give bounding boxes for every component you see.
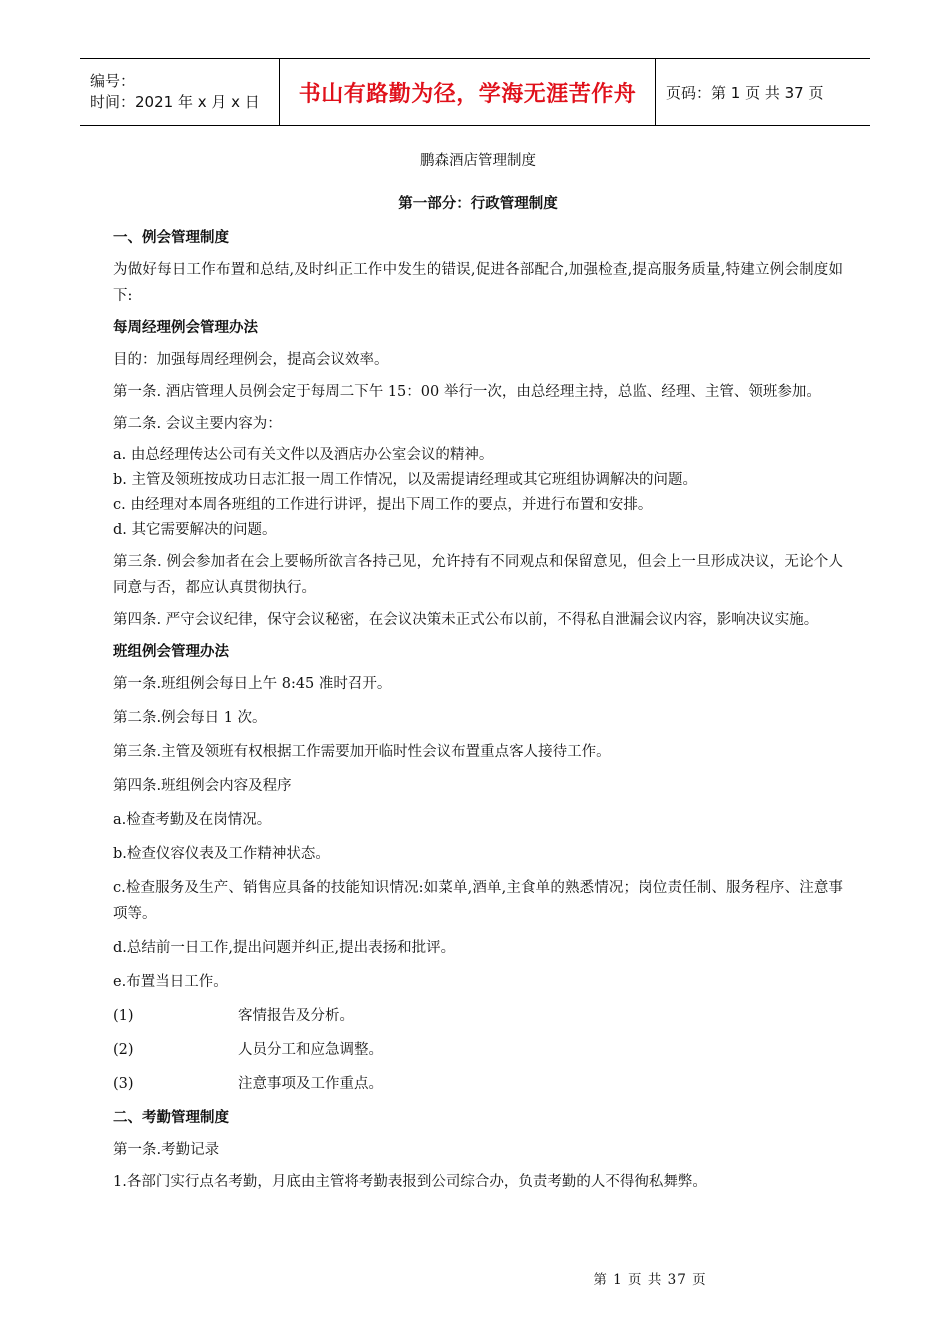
numbered-item [113, 1037, 843, 1063]
item-number: (1) [113, 1008, 134, 1024]
motto: 书山有路勤为径，学海无涯苦作舟 [298, 81, 637, 107]
list-item: d.总结前一日工作,提出问题并纠正,提出表扬和批评。 [113, 940, 456, 956]
article-4: 第四条.班组例会内容及程序 [113, 778, 292, 794]
article-4: 第四条. 严守会议纪律，保守会议秘密，在会议决策未正式公布以前，不得私自泄漏会议内容，影响决议实施。 [113, 612, 819, 628]
list-item: b.检查仪容仪表及工作精神状态。 [113, 846, 330, 862]
item-text: 客情报告及分析。 [238, 1008, 354, 1024]
paragraph: 目的：加强每周经理例会，提高会议效率。 [113, 352, 389, 368]
subsection-heading-weekly: 每周经理例会管理办法 [113, 320, 258, 336]
article-1: 第一条.考勤记录 [113, 1142, 220, 1158]
section-heading-attendance: 二、考勤管理制度 [113, 1110, 229, 1126]
item-number: (3) [113, 1076, 134, 1092]
article-1: 第一条.班组例会每日上午 8:45 准时召开。 [113, 676, 392, 692]
list-item: e.布置当日工作。 [113, 974, 228, 990]
list-item: a.检查考勤及在岗情况。 [113, 812, 272, 828]
item-number: (2) [113, 1042, 134, 1058]
article-1: 第一条. 酒店管理人员例会定于每周二下午 15：00 举行一次，由总经理主持，总监、经理、主管、领班参加。 [113, 384, 821, 400]
part-heading: 第一部分：行政管理制度 [398, 196, 558, 212]
document-title: 鹏森酒店管理制度 [420, 153, 536, 169]
numbered-item [113, 1003, 843, 1029]
article-3: 第三条. 例会参加者在会上要畅所欲言各持己见，允许持有不同观点和保留意见，但会上一旦形成决议，无论个人同意与否，都应认真贯彻执行。 [113, 554, 843, 596]
list-item: c. 由经理对本周各班组的工作进行讲评，提出下周工作的要点，并进行布置和安排。 [113, 497, 653, 513]
document-header [80, 58, 870, 126]
header-page-info [656, 59, 870, 125]
header-motto-cell [280, 59, 656, 125]
numbered-item [113, 1071, 843, 1097]
subsection-heading-team: 班组例会管理办法 [113, 644, 229, 660]
article-3: 第三条.主管及领班有权根据工作需要加开临时性会议布置重点客人接待工作。 [113, 744, 611, 760]
item-text: 人员分工和应急调整。 [238, 1042, 383, 1058]
list-item: c.检查服务及生产、销售应具备的技能知识情况:如菜单,酒单,主食单的熟悉情况；岗位责任制、服务程序、注意事项等。 [113, 880, 843, 922]
header-meta [80, 59, 280, 125]
section-heading-meetings: 一、例会管理制度 [113, 230, 229, 246]
document-body [113, 148, 843, 1201]
list-item: a. 由总经理传达公司有关文件以及酒店办公室会议的精神。 [113, 447, 494, 463]
number-label: 编号： [90, 72, 136, 90]
article-2: 第二条. 会议主要内容为： [113, 416, 282, 432]
time-label: 时间：2021 年 x 月 x 日 [90, 93, 260, 111]
section-intro: 为做好每日工作布置和总结,及时纠正工作中发生的错误,促进各部配合,加强检查,提高服务质量,特建立例会制度如下: [113, 262, 843, 304]
article-2: 第二条.例会每日 1 次。 [113, 710, 267, 726]
page-info: 页码：第 1 页 共 37 页 [666, 83, 824, 102]
item-text: 注意事项及工作重点。 [238, 1076, 383, 1092]
list-item: b. 主管及领班按成功日志汇报一周工作情况，以及需提请经理或其它班组协调解决的问题。 [113, 472, 697, 488]
paragraph: 1.各部门实行点名考勤，月底由主管将考勤表报到公司综合办，负责考勤的人不得徇私舞弊。 [113, 1174, 707, 1190]
list-item: d. 其它需要解决的问题。 [113, 522, 277, 538]
page-footer: 第 1 页 共 37 页 [593, 1272, 707, 1288]
